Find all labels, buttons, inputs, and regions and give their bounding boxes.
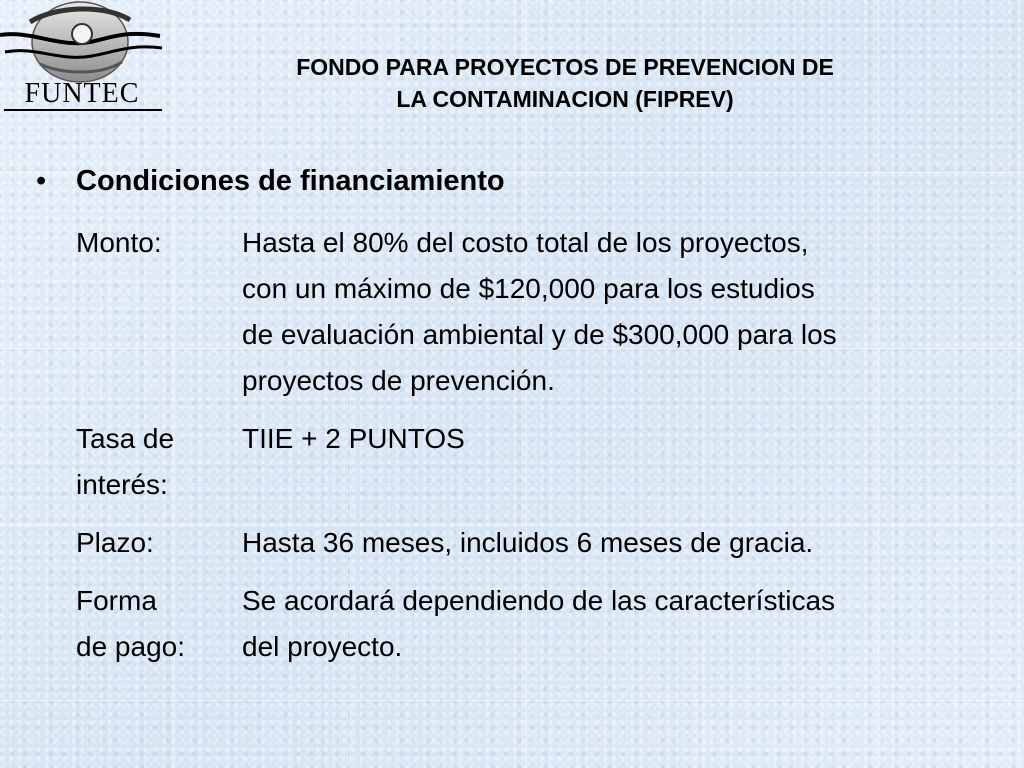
- condition-label: [76, 416, 242, 508]
- title-line-1: FONDO PARA PROYECTOS DE PREVENCION DE: [296, 54, 834, 80]
- value-line: Hasta el 80% del costo total de los proyectos,: [242, 227, 809, 258]
- label-line: Monto:: [76, 227, 162, 258]
- bullet-icon: •: [36, 165, 47, 197]
- condition-value: [242, 220, 996, 404]
- condition-row-tasa: [76, 416, 996, 508]
- value-line: Se acordará dependiendo de las características: [242, 585, 836, 616]
- condition-row-plazo: [76, 520, 996, 566]
- logo-text: FUNTEC: [24, 78, 140, 109]
- condition-value: [242, 578, 996, 670]
- condition-label: [76, 520, 242, 566]
- condition-label: [76, 578, 242, 670]
- value-line: de evaluación ambiental y de $300,000 para los: [242, 319, 837, 350]
- condition-row-monto: [76, 220, 996, 404]
- label-line: Plazo:: [76, 527, 154, 558]
- condition-row-forma-pago: [76, 578, 996, 670]
- label-line: Tasa de: [76, 423, 175, 454]
- logo-underline: [4, 109, 162, 111]
- funtec-logo: [0, 0, 166, 116]
- value-line: Hasta 36 meses, incluidos 6 meses de gracia.: [242, 527, 814, 558]
- condition-value: [242, 520, 996, 566]
- section-heading-text: Condiciones de financiamiento: [76, 165, 505, 197]
- page-title: [180, 51, 950, 115]
- value-line: con un máximo de $120,000 para los estudios: [242, 273, 815, 304]
- section-heading: [36, 163, 505, 199]
- value-line: TIIE + 2 PUNTOS: [242, 423, 465, 454]
- value-line: proyectos de prevención.: [242, 365, 555, 396]
- conditions-list: [76, 220, 996, 670]
- value-line: del proyecto.: [242, 631, 403, 662]
- condition-label: [76, 220, 242, 404]
- title-line-2: LA CONTAMINACION (FIPREV): [396, 86, 734, 112]
- label-line: de pago:: [76, 631, 185, 662]
- logo-emblem-icon: [0, 0, 166, 84]
- label-line: Forma: [76, 585, 157, 616]
- label-line: interés:: [76, 469, 168, 500]
- condition-value: [242, 416, 996, 508]
